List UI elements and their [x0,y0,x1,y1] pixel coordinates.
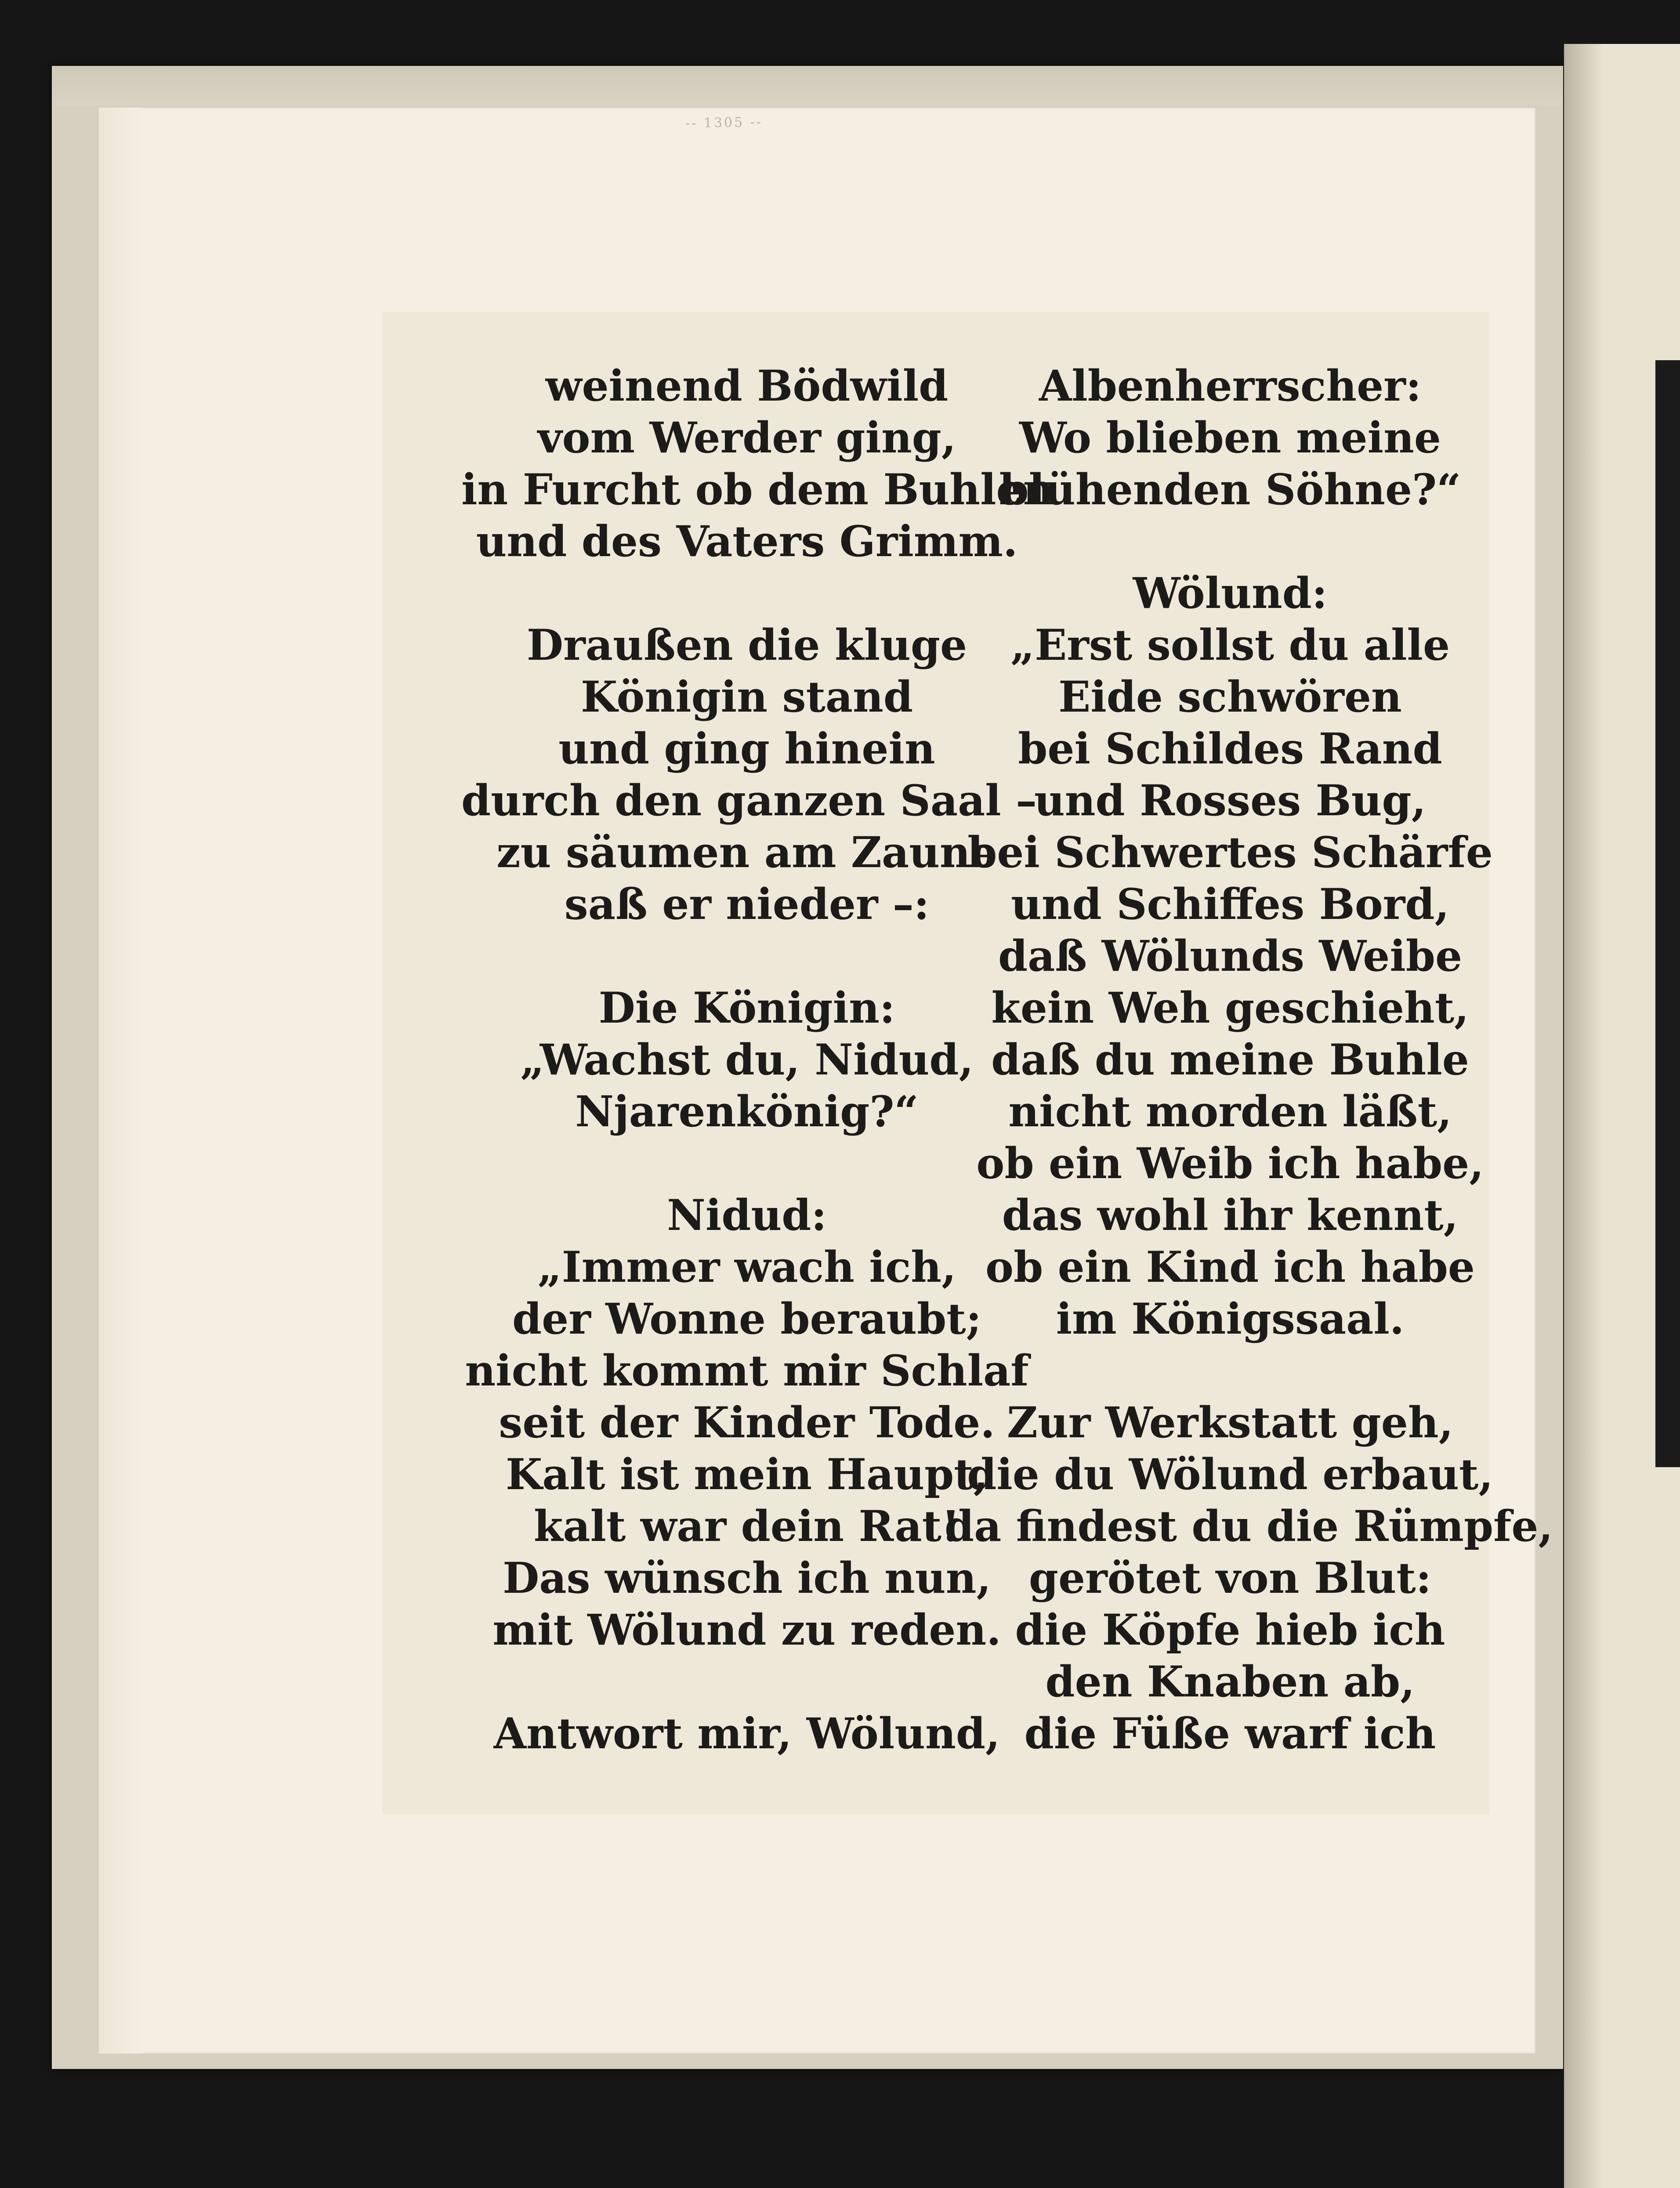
verse-line: und ging hinein [558,724,935,774]
board-top-edge [52,66,1563,105]
gutter-shadow [1564,44,1604,2188]
verse-line: Königin stand [581,672,913,722]
verse-line: und Rosses Bug, [1034,776,1427,825]
verse-line: kein Weh geschieht, [991,983,1469,1033]
deckle-edge [99,108,143,2054]
pencil-annotation: -- 1305 -- [685,114,763,131]
verse-line: in Furcht ob dem Buhlen [461,465,1054,514]
speaker-label: Wölund: [1133,568,1328,618]
verse-line: Antwort mir, Wölund, [493,1709,1000,1758]
verse-line: Wo blieben meine [1019,413,1441,463]
verse-line: Das wünsch ich nun, [503,1553,991,1603]
verse-line: bei Schildes Rand [1018,724,1442,774]
woodcut-illustration-edge [1655,360,1680,1467]
verse-line: gerötet von Blut: [1028,1553,1432,1603]
verse-line: zu säumen am Zaune [496,828,997,877]
verse-line: vom Werder ging, [537,413,956,463]
verse-line: Zur Werkstatt geh, [1007,1398,1454,1447]
verse-line: der Wonne beraubt; [512,1294,981,1344]
stanza-gap [945,516,1516,568]
verse-line: seit der Kinder Tode. [499,1398,995,1447]
verse-line: nicht morden läßt, [1008,1087,1452,1136]
verse-line: bei Schwertes Schärfe [967,828,1493,877]
verse-line: weinend Bödwild [545,361,949,411]
verse-line: daß du meine Buhle [991,1035,1469,1085]
verse-line: Draußen die kluge [526,620,967,670]
verse-line: im Königssaal. [1056,1294,1405,1344]
verse-line: „Immer wach ich, [537,1242,956,1292]
verse-line: die Köpfe hieb ich [1015,1605,1445,1655]
speaker-label: Nidud: [667,1190,827,1240]
verse-line: mit Wölund zu reden. [492,1605,1001,1655]
verse-line: da findest du die Rümpfe, [945,1501,1553,1551]
verse-line: die du Wölund erbaut, [967,1450,1493,1499]
verse-line: Kalt ist mein Haupt, [505,1450,988,1499]
verse-line: ob ein Kind ich habe [985,1242,1475,1292]
verse-line: ob ein Weib ich habe, [976,1139,1484,1188]
verse-line: und Schiffes Bord, [1011,879,1449,929]
verse-line: das wohl ihr kennt, [1002,1190,1459,1240]
verse-line: blühenden Söhne?“ [999,465,1461,514]
right-text-column [945,360,1553,1760]
verse-line: und des Vaters Grimm. [476,517,1018,566]
verse-line: „Erst sollst du alle [1010,620,1450,670]
verse-line: Albenherrscher: [1039,361,1422,411]
verse-line: daß Wölunds Weibe [998,931,1463,981]
verse-line: den Knaben ab, [1045,1657,1415,1707]
speaker-label: Die Königin: [598,983,895,1033]
verse-line: durch den ganzen Saal – [461,776,1037,825]
verse-line: kalt war dein Rat! [533,1501,960,1551]
verse-line: Eide schwören [1058,672,1402,722]
verse-line: Njarenkönig?“ [575,1087,919,1136]
stanza-gap [945,1345,1516,1397]
verse-line: saß er nieder –: [564,879,930,929]
verse-line: die Füße warf ich [1024,1709,1436,1758]
verse-line: nicht kommt mir Schlaf [465,1346,1029,1396]
verse-line: „Wachst du, Nidud, [520,1035,974,1085]
